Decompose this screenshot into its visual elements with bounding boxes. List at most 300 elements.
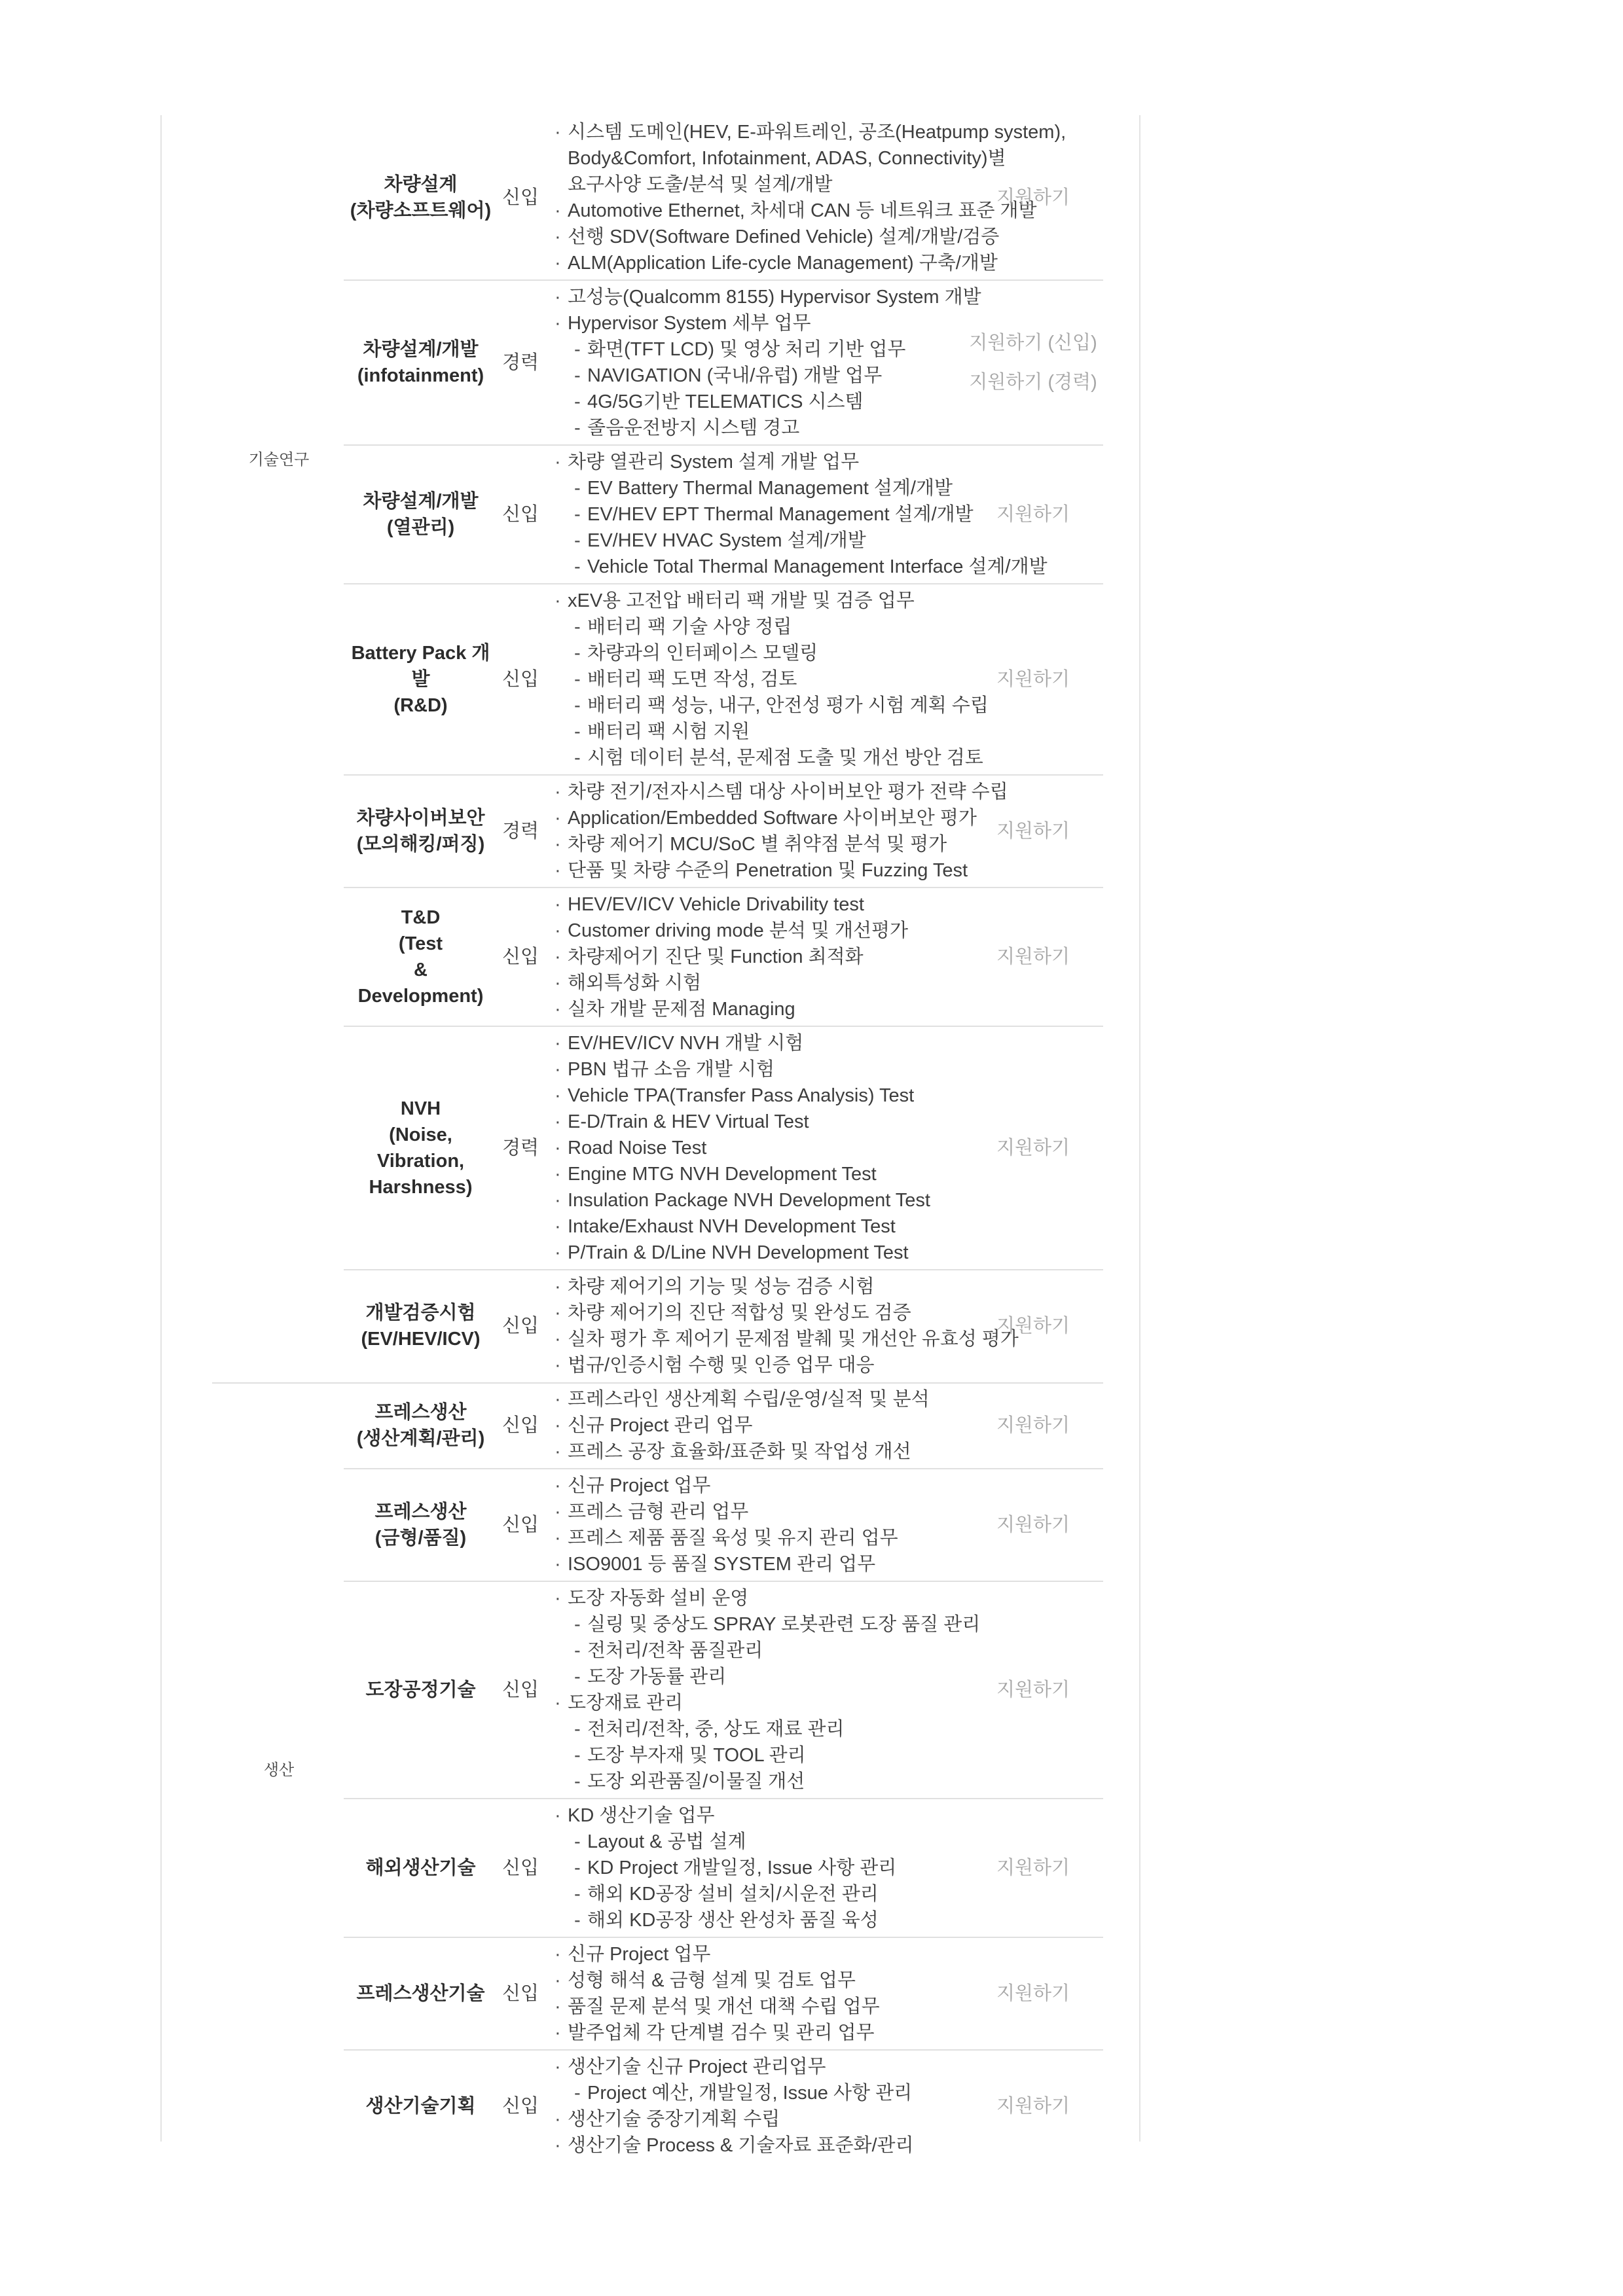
bullet-dash-icon: -	[574, 1857, 581, 1878]
job-duty-text	[568, 996, 795, 1022]
job-duty-item	[555, 1386, 1139, 1412]
job-title-line: 프레스생산	[374, 1402, 467, 1423]
job-row	[344, 1799, 1139, 1937]
apply-cell	[941, 944, 1125, 970]
bullet-dash-icon: -	[574, 1831, 581, 1852]
job-title-line: NVH	[400, 1098, 441, 1119]
bullet-dot-icon: ·	[555, 1329, 561, 1350]
apply-cell	[941, 501, 1125, 528]
job-duty-item	[555, 779, 1139, 805]
bullet-dot-icon: ·	[555, 226, 561, 247]
job-duty-text	[568, 918, 908, 944]
job-duty-text-line: Application/Embedded Software 사이버보안 평가	[568, 808, 977, 829]
bullet-dot-icon: ·	[555, 1355, 561, 1376]
job-row	[344, 1581, 1139, 1799]
bullet-dot-icon: ·	[555, 1111, 561, 1132]
bullet-dash-icon: -	[574, 556, 581, 577]
job-duty-text	[587, 692, 989, 719]
bullet-dash-icon: -	[574, 1771, 581, 1792]
bullet-dash-icon: -	[574, 530, 581, 551]
job-duty-text	[568, 2054, 826, 2080]
bullet-dot-icon: ·	[555, 1085, 561, 1106]
job-title-line: Development)	[357, 986, 484, 1007]
apply-link[interactable]: 지원하기 (경력)	[969, 372, 1097, 393]
apply-link[interactable]: 지원하기	[996, 1415, 1070, 1436]
job-duty-text-line: Customer driving mode 분석 및 개선평가	[568, 920, 909, 941]
job-duty-text	[568, 1030, 803, 1056]
job-duty-item	[555, 284, 1139, 310]
job-duty-text	[568, 2132, 914, 2159]
job-duty-text	[568, 2020, 875, 2046]
job-duty-text-line: 신규 Project 관리 업무	[568, 1415, 753, 1436]
job-duty-text-line: 법규/인증시험 수행 및 인증 업무 대응	[568, 1355, 875, 1376]
bullet-dash-icon: -	[574, 643, 581, 664]
bullet-dot-icon: ·	[555, 834, 561, 855]
job-duty-text	[568, 1525, 898, 1551]
job-title-line: 차량사이버보안	[356, 808, 485, 829]
job-row	[344, 280, 1139, 445]
bullet-dot-icon: ·	[555, 1302, 561, 1323]
job-duty-text-line: Project 예산, 개발일정, Issue 사항 관리	[587, 2083, 913, 2104]
job-duty-text	[587, 1638, 763, 1664]
job-duty-text	[568, 1187, 930, 1213]
bullet-dash-icon: -	[574, 365, 581, 386]
job-duty-item	[555, 1240, 1139, 1266]
bullet-dot-icon: ·	[555, 200, 561, 221]
apply-cell	[941, 1313, 1125, 1339]
job-duty-text-line: 성형 해석 & 금형 설계 및 검토 업무	[568, 1970, 856, 1991]
bullet-dash-icon: -	[574, 504, 581, 525]
job-duty-text	[568, 588, 915, 614]
job-duty-text	[568, 1213, 896, 1240]
bullet-dot-icon: ·	[555, 973, 561, 994]
job-duty-item	[555, 250, 1139, 276]
job-title-line: 생산기술기획	[365, 2096, 476, 2117]
job-title-line: (R&D)	[393, 695, 448, 716]
job-duty-text	[568, 1690, 683, 1716]
job-duty-text	[587, 363, 882, 389]
job-duty-text-line: EV/HEV/ICV NVH 개발 시험	[568, 1033, 804, 1054]
job-duty-item	[555, 2020, 1139, 2046]
job-duty-text-line: EV Battery Thermal Management 설계/개발	[587, 478, 953, 499]
job-duty-item	[555, 1274, 1139, 1300]
bullet-dash-icon: -	[574, 2083, 581, 2104]
job-duty-item	[555, 1585, 1139, 1611]
job-title-line: T&D	[401, 907, 441, 928]
job-row	[344, 584, 1139, 775]
bullet-dot-icon: ·	[555, 1276, 561, 1297]
bullet-dash-icon: -	[574, 391, 581, 412]
job-duty-text-line: 프레스 금형 관리 업무	[568, 1501, 749, 1522]
job-duty-text-line: 프레스 제품 품질 육성 및 유지 관리 업무	[568, 1528, 898, 1549]
job-duty-item	[555, 996, 1139, 1022]
apply-link[interactable]: 지원하기	[996, 946, 1070, 967]
apply-link[interactable]: 지원하기	[996, 187, 1070, 208]
bullet-dot-icon: ·	[555, 894, 561, 915]
job-duty-text-line: NAVIGATION (국내/유럽) 개발 업무	[587, 365, 883, 386]
job-duty-text	[568, 1585, 748, 1611]
job-duty-text-line: Vehicle TPA(Transfer Pass Analysis) Test	[568, 1085, 915, 1106]
job-duty-item	[555, 449, 1139, 475]
job-duty-text-line: 요구사양 도출/분석 및 설계/개발	[568, 174, 833, 195]
job-duty-text-line: 시험 데이터 분석, 문제점 도출 및 개선 방안 검토	[587, 747, 983, 768]
job-duty-item	[574, 528, 1139, 554]
job-duty-text-line: 배터리 팩 성능, 내구, 안전성 평가 시험 계획 수립	[587, 695, 989, 716]
job-duty-text-line: 실차 개발 문제점 Managing	[568, 999, 795, 1020]
apply-cell	[941, 1981, 1125, 2007]
job-duty-text	[587, 501, 974, 528]
job-duty-text-line: Insulation Package NVH Development Test	[568, 1190, 930, 1211]
job-duty-text	[587, 528, 866, 554]
job-duty-text	[568, 891, 864, 918]
job-duty-text	[568, 449, 859, 475]
job-title	[344, 1499, 498, 1551]
recruit-type-label: 경력	[501, 821, 539, 842]
job-row	[344, 445, 1139, 584]
job-duty-text-line: 프레스라인 생산계획 수립/운영/실적 및 분석	[568, 1389, 930, 1410]
bullet-dot-icon: ·	[555, 860, 561, 881]
job-duty-text-line: EV/HEV EPT Thermal Management 설계/개발	[587, 504, 974, 525]
job-title	[344, 1399, 498, 1452]
job-duty-text	[587, 336, 905, 363]
job-duty-item	[555, 1109, 1139, 1135]
apply-cell	[941, 1412, 1125, 1439]
job-duty-item	[555, 588, 1139, 614]
job-duty-text	[587, 1611, 980, 1638]
bullet-dot-icon: ·	[555, 1693, 561, 1713]
job-duty-text-line: 신규 Project 업무	[568, 1944, 711, 1965]
job-duty-text	[568, 1083, 914, 1109]
bullet-dot-icon: ·	[555, 452, 561, 473]
job-duty-text	[587, 719, 750, 745]
apply-cell	[941, 330, 1125, 395]
job-duty-text	[568, 284, 981, 310]
bullet-dot-icon: ·	[555, 1588, 561, 1609]
job-duty-text	[587, 1768, 805, 1795]
apply-link[interactable]: 지원하기	[996, 821, 1070, 842]
job-duty-item	[555, 1083, 1139, 1109]
job-duty-item	[574, 1742, 1139, 1768]
job-duty-text-line: Body&Comfort, Infotainment, ADAS, Connectivity)별	[568, 148, 1006, 169]
job-duty-text	[587, 1829, 746, 1855]
job-duty-text	[568, 310, 811, 336]
job-duty-item	[555, 1803, 1139, 1829]
job-duty-text	[568, 1499, 748, 1525]
job-duty-text	[568, 1412, 753, 1439]
job-duty-text	[568, 1109, 809, 1135]
apply-link[interactable]: 지원하기	[996, 1316, 1070, 1336]
bullet-dot-icon: ·	[555, 1138, 561, 1158]
recruit-type-label: 신입	[501, 946, 539, 967]
job-duty-item	[574, 1611, 1139, 1638]
section-rows	[344, 115, 1139, 1382]
job-duty-text-line: Vehicle Total Thermal Management Interface 설계/개발	[587, 556, 1048, 577]
job-duty-text	[568, 1135, 706, 1161]
job-row	[344, 888, 1139, 1026]
job-title-line: Harshness)	[369, 1177, 473, 1198]
job-duty-text-line: 차량 전기/전자시스템 대상 사이버보안 평가 전략 수립	[568, 781, 1008, 802]
bullet-dot-icon: ·	[555, 122, 561, 143]
job-duty-text	[587, 475, 953, 501]
bullet-dash-icon: -	[574, 617, 581, 637]
job-duty-text-line: 생산기술 중장기계획 수립	[568, 2109, 780, 2130]
job-title-line: 차량설계/개발	[363, 491, 479, 512]
category-label: 생산	[263, 1761, 295, 1779]
job-row	[344, 115, 1139, 280]
apply-cell	[941, 818, 1125, 844]
job-duty-item	[555, 1352, 1139, 1378]
job-title	[344, 640, 498, 719]
job-duty-item	[574, 1907, 1139, 1933]
apply-cell	[941, 1677, 1125, 1703]
recruit-type-label: 신입	[501, 1515, 539, 1535]
job-duty-text-line: 배터리 팩 기술 사양 정립	[587, 617, 792, 637]
job-title-line: 해외생산기술	[365, 1857, 476, 1878]
job-duty-text	[568, 224, 999, 250]
job-duty-item	[555, 2132, 1139, 2159]
job-title-line: (열관리)	[386, 517, 455, 538]
job-duty-item	[555, 1941, 1139, 1967]
bullet-dot-icon: ·	[555, 1415, 561, 1436]
job-duty-text	[587, 554, 1048, 580]
bullet-dot-icon: ·	[555, 808, 561, 829]
bullet-dot-icon: ·	[555, 1164, 561, 1185]
bullet-dash-icon: -	[574, 695, 581, 716]
job-duty-text-line: PBN 법규 소음 개발 시험	[568, 1059, 775, 1080]
job-duty-text-line: 품질 문제 분석 및 개선 대책 수립 업무	[568, 1996, 880, 2017]
job-duty-text-line: 도장 외관품질/이물질 개선	[587, 1771, 805, 1792]
category-label: 기술연구	[248, 451, 310, 469]
job-duty-text-line: 차량 제어기 MCU/SoC 별 취약점 분석 및 평가	[568, 834, 947, 855]
apply-link[interactable]: 지원하기 (신입)	[969, 332, 1097, 353]
job-duty-item	[555, 1551, 1139, 1577]
job-title-line: (생산계획/관리)	[356, 1428, 485, 1449]
bullet-dot-icon: ·	[555, 1190, 561, 1211]
apply-cell	[941, 185, 1125, 211]
job-postings-table	[160, 115, 1140, 2156]
bullet-dot-icon: ·	[555, 1944, 561, 1965]
job-duty-text-line: 차량 제어기의 기능 및 성능 검증 시험	[568, 1276, 875, 1297]
job-title-line: (EV/HEV/ICV)	[361, 1329, 481, 1350]
job-duty-text-line: 차량 제어기의 진단 적합성 및 완성도 검증	[568, 1302, 911, 1323]
job-duty-text	[587, 1742, 806, 1768]
job-duty-text	[587, 1716, 845, 1742]
apply-link[interactable]: 지원하기	[996, 1138, 1070, 1158]
bullet-dot-icon: ·	[555, 2056, 561, 2077]
job-section	[162, 115, 1139, 1382]
bullet-dash-icon: -	[574, 339, 581, 360]
bullet-dash-icon: -	[574, 1910, 581, 1931]
job-row	[344, 1469, 1139, 1581]
apply-cell	[941, 1135, 1125, 1161]
bullet-dot-icon: ·	[555, 1554, 561, 1575]
job-duty-item	[574, 692, 1139, 719]
apply-link[interactable]: 지원하기	[996, 2096, 1070, 2117]
bullet-dot-icon: ·	[555, 1441, 561, 1462]
job-duty-text-line: 차량과의 인터페이스 모델링	[587, 643, 818, 664]
job-duty-item	[555, 224, 1139, 250]
bullet-dot-icon: ·	[555, 313, 561, 334]
bullet-dot-icon: ·	[555, 1970, 561, 1991]
job-duty-item	[555, 918, 1139, 944]
job-duty-item	[574, 614, 1139, 640]
job-row	[344, 775, 1139, 888]
bullet-dash-icon: -	[574, 669, 581, 690]
apply-link[interactable]: 지원하기	[996, 1857, 1070, 1878]
job-title	[344, 805, 498, 857]
job-duty-text-line: 생산기술 신규 Project 관리업무	[568, 2056, 826, 2077]
job-duty-text	[568, 831, 947, 857]
job-title-line: 프레스생산	[374, 1501, 467, 1522]
job-duty-text-line: 실링 및 중상도 SPRAY 로봇관련 도장 품질 관리	[587, 1614, 981, 1635]
job-duty-item	[555, 1161, 1139, 1187]
apply-link[interactable]: 지원하기	[996, 1515, 1070, 1535]
job-duty-text-line: 해외 KD공장 설비 설치/시운전 관리	[587, 1884, 879, 1905]
apply-link[interactable]: 지원하기	[996, 1679, 1070, 1700]
job-duty-text-line: Intake/Exhaust NVH Development Test	[568, 1216, 896, 1237]
job-duty-text	[587, 614, 792, 640]
bullet-dash-icon: -	[574, 1884, 581, 1905]
bullet-dash-icon: -	[574, 478, 581, 499]
bullet-dot-icon: ·	[555, 1805, 561, 1826]
job-duty-text	[568, 1439, 911, 1465]
recruit-type-label: 신입	[501, 669, 539, 690]
job-title	[344, 1677, 498, 1703]
category-cell	[162, 1382, 344, 2162]
recruit-type-label: 신입	[501, 504, 539, 525]
bullet-dot-icon: ·	[555, 1501, 561, 1522]
bullet-dot-icon: ·	[555, 920, 561, 941]
job-duty-text-line: Hypervisor System 세부 업무	[568, 313, 811, 334]
job-duty-text	[568, 1941, 710, 1967]
job-duty-text	[587, 1855, 896, 1881]
job-title	[344, 1300, 498, 1352]
bullet-dot-icon: ·	[555, 287, 561, 308]
job-duty-item	[574, 1768, 1139, 1795]
category-cell	[162, 115, 344, 1382]
job-duty-text	[587, 666, 797, 692]
job-row	[344, 2050, 1139, 2162]
job-duty-text-line: 차량 열관리 System 설계 개발 업무	[568, 452, 860, 473]
bullet-dot-icon: ·	[555, 1389, 561, 1410]
job-duty-item	[555, 1056, 1139, 1083]
job-duty-text-line: ISO9001 등 품질 SYSTEM 관리 업무	[568, 1554, 876, 1575]
bullet-dot-icon: ·	[555, 253, 561, 274]
job-duty-text-line: Road Noise Test	[568, 1138, 707, 1158]
job-title-line: (차량소프트웨어)	[350, 200, 492, 221]
job-duty-text	[568, 779, 1008, 805]
job-duty-item	[555, 857, 1139, 884]
job-duty-text-line: 고성능(Qualcomm 8155) Hypervisor System 개발	[568, 287, 981, 308]
job-title-line: (Noise, Vibration,	[376, 1124, 465, 1172]
job-duty-text-line: 선행 SDV(Software Defined Vehicle) 설계/개발/검증	[568, 226, 1000, 247]
job-duty-text-line: 프레스 공장 효율화/표준화 및 작업성 개선	[568, 1441, 911, 1462]
job-duty-item	[574, 745, 1139, 771]
job-duty-text-line: 전처리/전착, 중, 상도 재료 관리	[587, 1719, 845, 1740]
job-duty-text-line: Engine MTG NVH Development Test	[568, 1164, 877, 1185]
recruit-type-label: 신입	[501, 1316, 539, 1336]
recruit-type-label: 경력	[501, 352, 539, 373]
job-duty-item	[555, 1473, 1139, 1499]
job-title-line: 개발검증시험	[365, 1302, 476, 1323]
job-duty-item	[574, 640, 1139, 666]
job-duty-item	[574, 1881, 1139, 1907]
job-title	[344, 171, 498, 224]
job-duty-text-line: 4G/5G기반 TELEMATICS 시스템	[587, 391, 864, 412]
job-duty-text	[568, 1352, 875, 1378]
apply-cell	[941, 2093, 1125, 2119]
apply-link[interactable]: 지원하기	[996, 504, 1070, 525]
job-duty-text-line: 배터리 팩 도면 작성, 검토	[587, 669, 797, 690]
bullet-dash-icon: -	[574, 1719, 581, 1740]
job-duty-text-line: 화면(TFT LCD) 및 영상 처리 기반 업무	[587, 339, 906, 360]
job-duty-text	[568, 970, 701, 996]
job-duty-text-line: 전처리/전착 품질관리	[587, 1640, 763, 1661]
bullet-dot-icon: ·	[555, 781, 561, 802]
job-duty-item	[574, 719, 1139, 745]
job-duty-text-line: 단품 및 차량 수준의 Penetration 및 Fuzzing Test	[568, 860, 968, 881]
job-title	[344, 336, 498, 389]
job-duty-text	[587, 2080, 912, 2106]
recruit-type-label: 신입	[501, 187, 539, 208]
apply-link[interactable]: 지원하기	[996, 1983, 1070, 2004]
job-duty-text-line: Layout & 공법 설계	[587, 1831, 746, 1852]
job-duty-text	[568, 1994, 880, 2020]
bullet-dot-icon: ·	[555, 2022, 561, 2043]
job-title	[344, 1855, 498, 1881]
apply-link[interactable]: 지원하기	[996, 669, 1070, 690]
job-duty-text	[568, 1551, 875, 1577]
job-duty-text-line: KD 생산기술 업무	[568, 1805, 715, 1826]
job-duty-item	[555, 1030, 1139, 1056]
job-duty-text	[587, 640, 818, 666]
bullet-dot-icon: ·	[555, 1242, 561, 1263]
job-row	[344, 1937, 1139, 2050]
job-title	[344, 1981, 498, 2007]
job-row	[344, 1382, 1139, 1469]
job-duty-text	[568, 1803, 714, 1829]
apply-cell	[941, 1512, 1125, 1538]
job-duty-item	[574, 475, 1139, 501]
job-duty-text	[568, 250, 998, 276]
job-duty-text-line: 생산기술 Process & 기술자료 표준화/관리	[568, 2135, 914, 2156]
bullet-dot-icon: ·	[555, 946, 561, 967]
job-duty-item	[555, 2054, 1139, 2080]
job-duty-text	[568, 2106, 780, 2132]
bullet-dot-icon: ·	[555, 1033, 561, 1054]
job-duty-text-line: 도장 부자재 및 TOOL 관리	[587, 1745, 806, 1766]
job-duty-text-line: 배터리 팩 시험 지원	[587, 721, 750, 742]
job-duty-item	[574, 1638, 1139, 1664]
job-duty-item	[555, 1187, 1139, 1213]
recruit-type-label: 신입	[501, 1679, 539, 1700]
apply-cell	[941, 666, 1125, 692]
job-duty-text	[568, 1274, 875, 1300]
recruit-type-label: 신입	[501, 2096, 539, 2117]
bullet-dash-icon: -	[574, 747, 581, 768]
job-duty-text	[568, 1967, 856, 1994]
job-duty-text-line: KD Project 개발일정, Issue 사항 관리	[587, 1857, 897, 1878]
bullet-dot-icon: ·	[555, 2135, 561, 2156]
job-duty-item	[574, 1829, 1139, 1855]
job-duty-text	[568, 1386, 930, 1412]
bullet-dash-icon: -	[574, 721, 581, 742]
bullet-dot-icon: ·	[555, 1528, 561, 1549]
job-duty-item	[555, 1213, 1139, 1240]
job-duty-text	[587, 1881, 879, 1907]
job-duty-text-line: 차량제어기 진단 및 Function 최적화	[568, 946, 864, 967]
job-duty-text-line: ALM(Application Life-cycle Management) 구축/개발	[568, 253, 998, 274]
